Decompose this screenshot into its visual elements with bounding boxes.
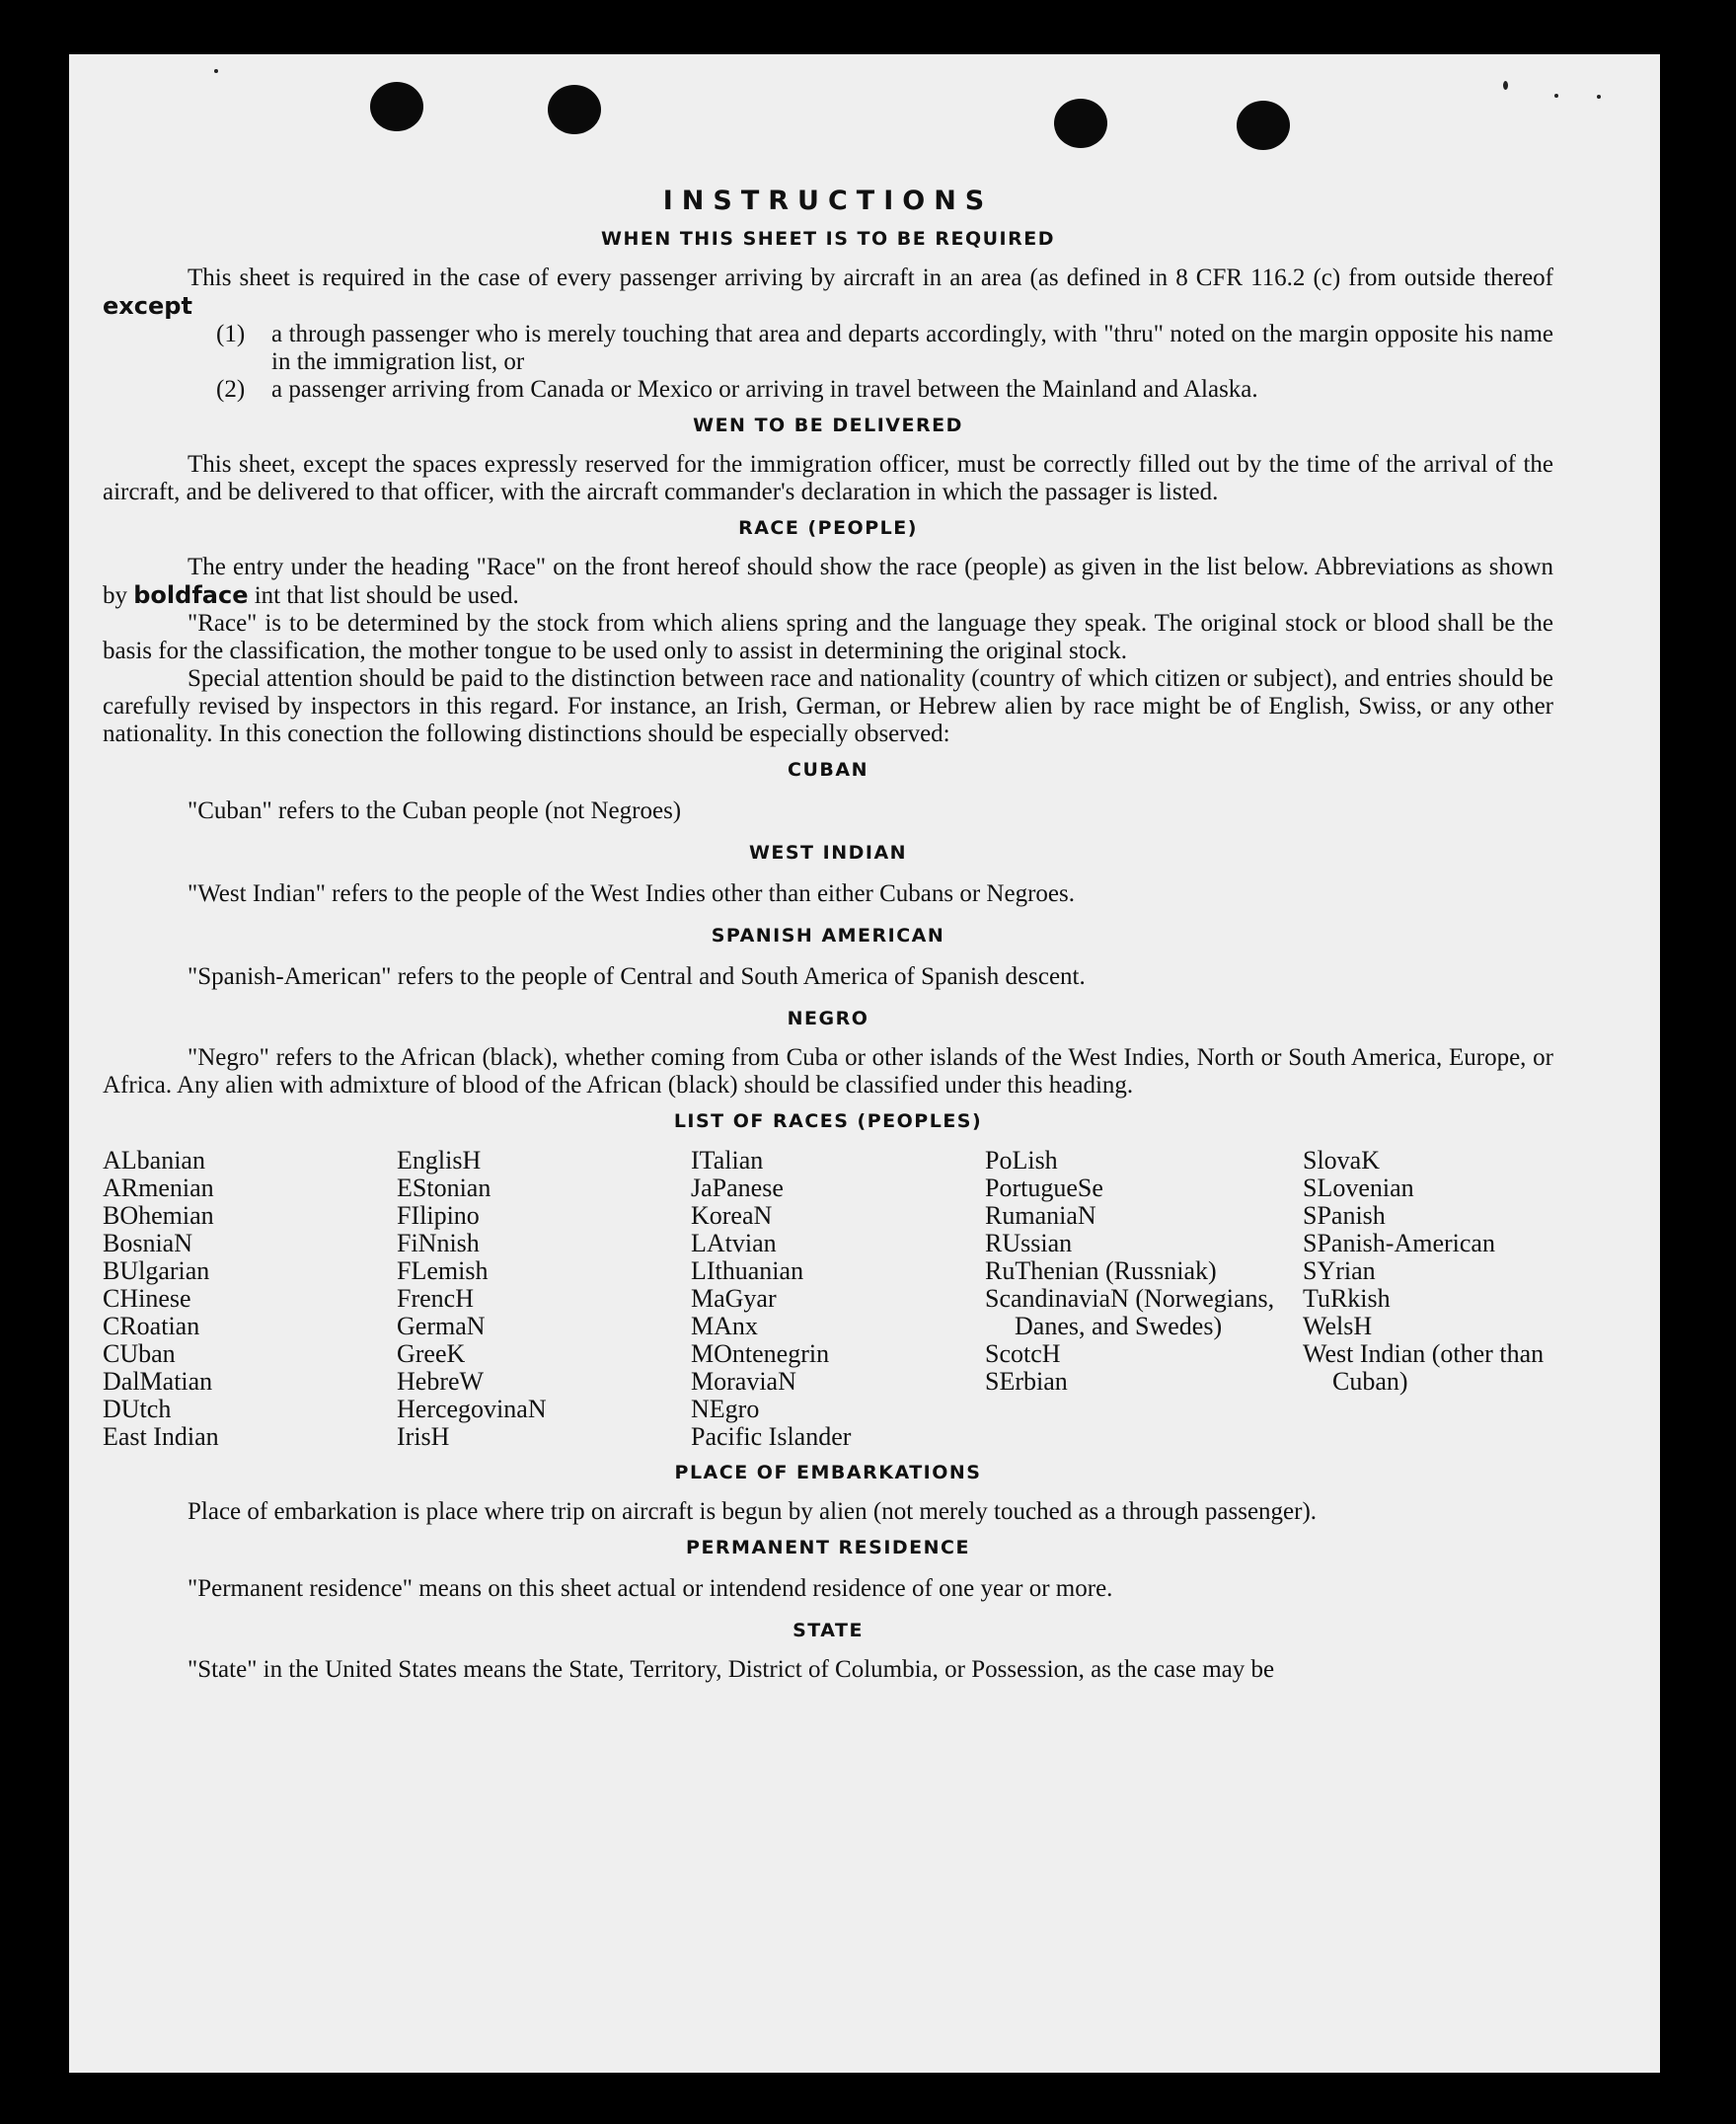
list-item: BOhemian	[103, 1201, 214, 1230]
list-item: EnglisH	[397, 1146, 482, 1175]
paragraph: "Negro" refers to the African (black), whether coming from Cuba or other islands of the West Indies, North or South America, Europe, or Africa. Any alien with admixture of blood of the African (black) should be classified under this heading.	[103, 1044, 1553, 1099]
list-item: SLovenian	[1303, 1174, 1414, 1202]
paragraph: The entry under the heading "Race" on the front hereof should show the race (people) as given in the list below. Abbreviations as shown by boldface int that list should be used.	[103, 554, 1553, 609]
list-item: West Indian (other than Cuban)	[1303, 1339, 1545, 1396]
paragraph: Special attention should be paid to the distinction between race and nationality (country of which citizen or subject), and entries should be carefully revised by inspectors in this regard. For instance, an Irish, German, or Hebrew alien by race might be of English, Swiss, or any other nationality. In this conection the following distinctions should be especially observed:	[103, 665, 1553, 747]
list-item: (2) a passenger arriving from Canada or Mexico or arriving in travel between the Mainland and Alaska.	[216, 376, 1258, 403]
list-item: DUtch	[103, 1395, 172, 1423]
paragraph: This sheet, except the spaces expressly reserved for the immigration officer, must be correctly filled out by the time of the arrival of the aircraft, and be delivered to that officer, with the aircraft commander's declaration in which the passager is listed.	[103, 451, 1553, 505]
list-item: HercegovinaN	[397, 1395, 547, 1423]
list-item: LIthuanian	[691, 1256, 804, 1285]
section-heading: SPANISH AMERICAN	[711, 925, 945, 947]
punch-hole	[1054, 99, 1107, 148]
list-item: SErbian	[985, 1367, 1068, 1396]
list-item: FiNnish	[397, 1229, 480, 1257]
list-item: GreeK	[397, 1339, 466, 1368]
list-item: TuRkish	[1303, 1284, 1391, 1313]
list-item: CRoatian	[103, 1312, 200, 1340]
race-column	[985, 1147, 1303, 1451]
instructions-content	[103, 188, 1553, 1684]
list-item: MAnx	[691, 1312, 758, 1340]
list-item: ALbanian	[103, 1146, 205, 1175]
list-item: East Indian	[103, 1422, 219, 1451]
section-heading: CUBAN	[788, 759, 868, 781]
page-title: INSTRUCTIONS	[662, 186, 994, 216]
list-item: BUlgarian	[103, 1256, 210, 1285]
section-heading: WEST INDIAN	[748, 842, 908, 864]
list-item: HebreW	[397, 1367, 485, 1396]
list-item: BosniaN	[103, 1229, 192, 1257]
list-item: MaGyar	[691, 1284, 777, 1313]
list-item: CHinese	[103, 1284, 191, 1313]
list-item: (1) a through passenger who is merely touching that area and departs accordingly, with "thru" noted on the margin opposite his name in the immigration list, or	[216, 321, 1553, 375]
list-item: CUban	[103, 1339, 176, 1368]
list-item: PortugueSe	[985, 1174, 1103, 1202]
punch-hole	[370, 82, 423, 131]
list-item: SYrian	[1303, 1256, 1376, 1285]
section-heading: NEGRO	[787, 1008, 869, 1029]
section-heading: WEN TO BE DELIVERED	[693, 415, 963, 436]
punch-hole	[1237, 101, 1290, 150]
section-heading: PLACE OF EMBARKATIONS	[674, 1462, 982, 1483]
list-item: Pacific Islander	[691, 1422, 852, 1451]
paragraph: Place of embarkation is place where trip on aircraft is begun by alien (not merely touched as a through passenger).	[188, 1498, 1318, 1525]
list-item: LAtvian	[691, 1229, 777, 1257]
section-heading: LIST OF RACES (PEOPLES)	[673, 1110, 983, 1132]
list-item: SPanish	[1303, 1201, 1386, 1230]
race-column	[691, 1147, 985, 1451]
paragraph: "Permanent residence" means on this sheet actual or intendend residence of one year or more.	[188, 1575, 1113, 1602]
section-heading: PERMANENT RESIDENCE	[686, 1537, 970, 1558]
list-item: PoLish	[985, 1146, 1058, 1175]
paragraph: "West Indian" refers to the people of the West Indies other than either Cubans or Negroes.	[188, 880, 1075, 907]
list-item: GermaN	[397, 1312, 486, 1340]
list-item: DalMatian	[103, 1367, 213, 1396]
list-item: RuThenian (Russniak)	[985, 1256, 1217, 1285]
list-item: WelsH	[1303, 1312, 1373, 1340]
race-column	[103, 1147, 397, 1451]
list-item: IrisH	[397, 1422, 450, 1451]
punch-hole	[548, 85, 601, 134]
list-item: SlovaK	[1303, 1146, 1380, 1175]
list-item: RUssian	[985, 1229, 1073, 1257]
list-item: FrencH	[397, 1284, 474, 1313]
list-item: FLemish	[397, 1256, 489, 1285]
list-item: JaPanese	[691, 1174, 784, 1202]
race-column	[1303, 1147, 1553, 1451]
list-item: EStonian	[397, 1174, 491, 1202]
list-item: ScandinaviaN (Norwegians, Danes, and Swedes)	[985, 1284, 1275, 1340]
list-item: NEgro	[691, 1395, 760, 1423]
list-item: ITalian	[691, 1146, 764, 1175]
race-list	[103, 1147, 1553, 1451]
list-item: SPanish-American	[1303, 1229, 1495, 1257]
list-item: MoraviaN	[691, 1367, 796, 1396]
paragraph: "State" in the United States means the State, Territory, District of Columbia, or Possession, as the case may be	[188, 1656, 1275, 1683]
paragraph: "Spanish-American" refers to the people of Central and South America of Spanish descent.	[188, 963, 1086, 990]
section-heading: RACE (PEOPLE)	[738, 517, 918, 539]
paragraph: This sheet is required in the case of every passenger arriving by aircraft in an area (as defined in 8 CFR 116.2 (c) from outside thereof except	[103, 265, 1553, 320]
list-item: ARmenian	[103, 1174, 214, 1202]
list-item: MOntenegrin	[691, 1339, 830, 1368]
document-page	[69, 54, 1660, 2073]
race-column	[397, 1147, 691, 1451]
section-heading: STATE	[793, 1620, 864, 1641]
paragraph: "Race" is to be determined by the stock from which aliens spring and the language they speak. The original stock or blood shall be the basis for the classification, the mother tongue to be used only to assist in determining the original stock.	[103, 610, 1553, 664]
list-item: FIlipino	[397, 1201, 480, 1230]
paragraph: "Cuban" refers to the Cuban people (not Negroes)	[188, 797, 682, 824]
section-heading: WHEN THIS SHEET IS TO BE REQUIRED	[600, 228, 1055, 250]
list-item: RumaniaN	[985, 1201, 1096, 1230]
list-item: KoreaN	[691, 1201, 773, 1230]
list-item: ScotcH	[985, 1339, 1061, 1368]
